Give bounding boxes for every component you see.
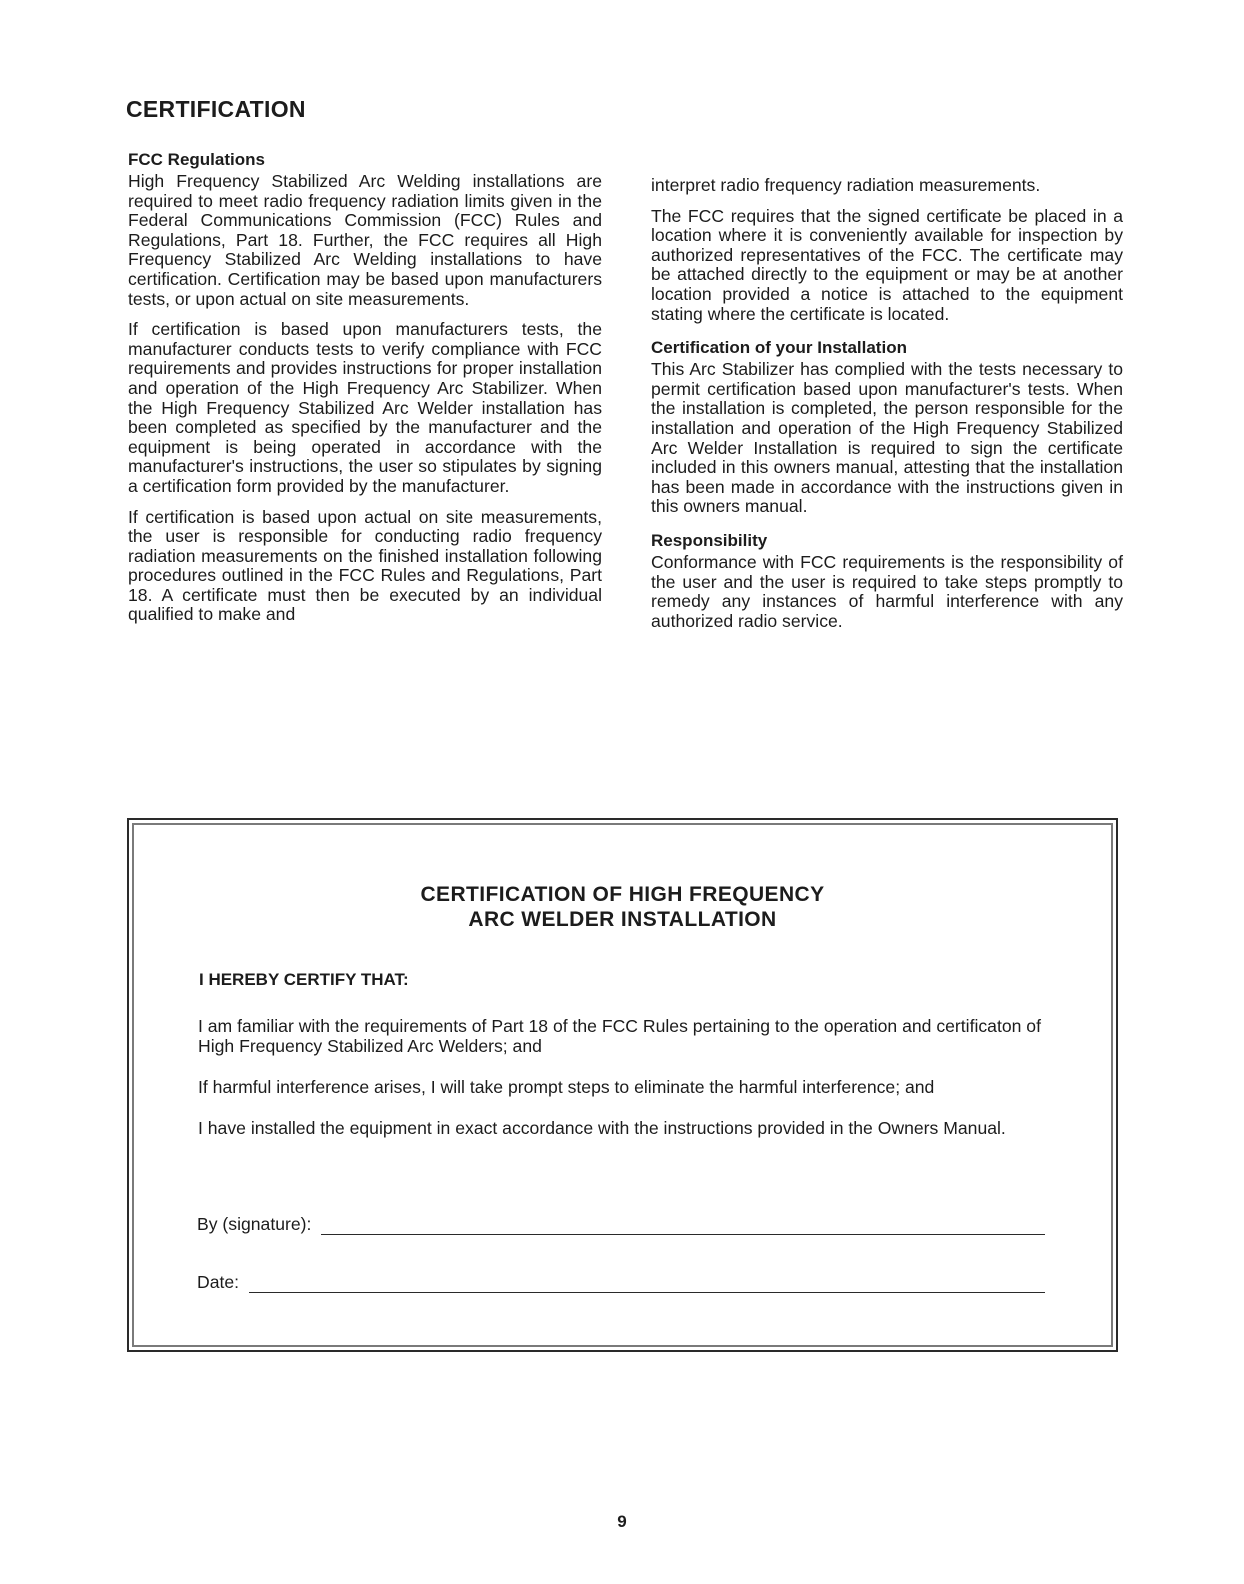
signature-field <box>197 1214 1045 1235</box>
site-measurements-paragraph: If certification is based upon actual on site measurements, the user is responsible for conducting radio frequency radiation measurements on the finished installation following procedures outlined in the FCC Rules and Regulations, Part 18. A certificate must then be executed by an individual qualified to make and <box>128 506 602 625</box>
certificate-statement: I am familiar with the requirements of Part 18 of the FCC Rules pertaining to the operation and certificaton of High Frequency Stabilized Arc Welders; and <box>198 1016 1041 1056</box>
right-column <box>651 176 1123 642</box>
certificate-statements <box>198 1016 1050 1159</box>
left-column <box>128 150 602 636</box>
date-field <box>197 1272 1045 1293</box>
certificate-title <box>129 882 1116 932</box>
signature-line[interactable] <box>321 1220 1045 1235</box>
responsibility-paragraph: Conformance with FCC requirements is the responsibility of the user and the user is required to take steps promptly to remedy any instances of harmful interference with any authorized radio service. <box>651 551 1123 631</box>
installation-certification-heading: Certification of your Installation <box>651 338 907 358</box>
certificate-title-line-2: ARC WELDER INSTALLATION <box>468 908 777 931</box>
responsibility-heading: Responsibility <box>651 530 768 550</box>
certificate-title-line-1: CERTIFICATION OF HIGH FREQUENCY <box>420 883 825 906</box>
fcc-regulations-paragraph: High Frequency Stabilized Arc Welding installations are required to meet radio frequency radiation limits given in the Federal Communications Commission (FCC) Rules and Regulations, Part 18. Further, the FCC requires all High Frequency Stabilized Arc Welding installations to have certification. Certification may be based upon manufacturers tests, or upon actual on site measurements. <box>128 171 602 309</box>
continuation-paragraph: interpret radio frequency radiation measurements. <box>651 175 1041 195</box>
installation-certification-paragraph: This Arc Stabilizer has complied with the tests necessary to permit certification based upon manufacturer's tests. When the installation is completed, the person responsible for the installation and operation of the High Frequency Stabilized Arc Welder Installation is required to sign the certificate included in this owners manual, attesting that the installation has been made in accordance with the instructions given in this owners manual. <box>651 359 1123 517</box>
page-title: CERTIFICATION <box>126 96 306 122</box>
certificate-placement-paragraph: The FCC requires that the signed certificate be placed in a location where it is conveniently available for inspection by authorized representatives of the FCC. The certificate may be attached directly to the equipment or may be at another location provided a notice is attached to the equipment stating where the certificate is located. <box>651 205 1123 324</box>
certify-heading: I HEREBY CERTIFY THAT: <box>199 970 409 989</box>
fcc-regulations-heading: FCC Regulations <box>128 150 265 169</box>
date-label: Date: <box>197 1272 240 1292</box>
signature-label: By (signature): <box>197 1214 312 1234</box>
manufacturer-tests-paragraph: If certification is based upon manufacturers tests, the manufacturer conducts tests to verify compliance with FCC requirements and provides instructions for proper installation and operation of the High Frequency Arc Stabilizer. When the High Frequency Stabilized Arc Welder installation has been completed as specified by the manufacturer and the equipment is being operated in accordance with the manufacturer's instructions, the user so stipulates by signing a certification form provided by the manufacturer. <box>128 319 602 496</box>
certificate-statement: I have installed the equipment in exact accordance with the instructions provided in the Owners Manual. <box>198 1118 1006 1138</box>
page-number: 9 <box>617 1512 627 1531</box>
certificate-statement: If harmful interference arises, I will take prompt steps to eliminate the harmful interference; and <box>198 1077 935 1097</box>
date-line[interactable] <box>249 1278 1045 1293</box>
certificate-form <box>127 818 1118 1352</box>
